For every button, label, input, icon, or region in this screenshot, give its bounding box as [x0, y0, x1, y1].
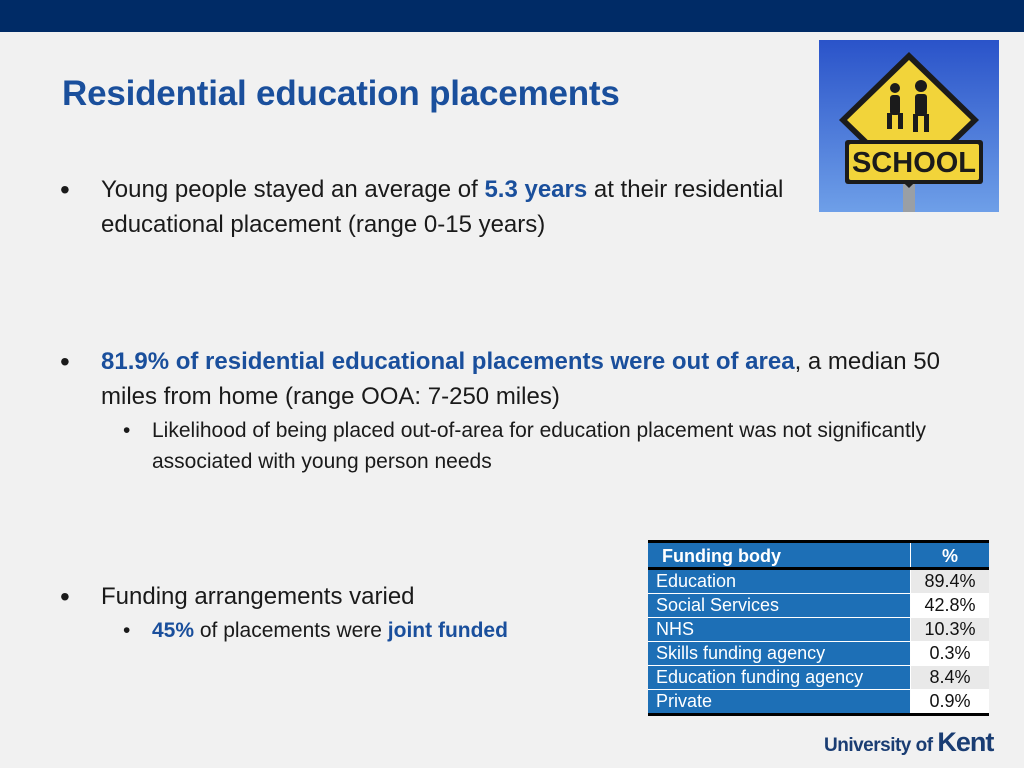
school-crossing-sign-icon: [819, 40, 999, 212]
header-percent: %: [911, 542, 990, 569]
bullet-average-stay: • Young people stayed an average of 5.3 years at their residential educational placement (range 0-15 years): [60, 174, 784, 238]
sign-text: SCHOOL: [851, 147, 977, 179]
bullet-dot: •: [60, 174, 70, 205]
highlight-years: 5.3 years: [484, 176, 588, 203]
funding-table: [648, 540, 989, 716]
highlight-out-of-area: 81.9% of residential educational placements were out of area: [101, 348, 795, 375]
table-row: Private 0.9%: [648, 690, 989, 715]
table-header-row: [648, 542, 989, 569]
header-funding-body: Funding body: [648, 542, 911, 569]
bullet-dot: •: [60, 581, 70, 612]
slide-title: Residential education placements: [62, 74, 620, 113]
table-row: Skills funding agency 0.3%: [648, 642, 989, 666]
table-row: Social Services 42.8%: [648, 594, 989, 618]
sub-bullet-joint-funded: • 45% of placements were joint funded: [123, 619, 508, 642]
table-row: Education 89.4%: [648, 569, 989, 594]
bullet-dot: •: [60, 346, 70, 377]
bullet-out-of-area: • 81.9% of residential educational placements were out of area, a median 50 miles from home (range OOA: 7-250 miles) • Likelihood of being placed out-of-area for education placement was not significantly associated with young person needs: [101, 344, 971, 477]
bullet-funding: • Funding arrangements varied • 45% of placements were joint funded: [101, 579, 621, 646]
university-logo: University of Kent: [824, 727, 994, 757]
sub-bullet-likelihood: • Likelihood of being placed out-of-area for education placement was not significantly associated with young person needs: [123, 419, 926, 473]
table-row: NHS 10.3%: [648, 618, 989, 642]
top-banner: [0, 0, 1024, 32]
table-row: Education funding agency 8.4%: [648, 666, 989, 690]
